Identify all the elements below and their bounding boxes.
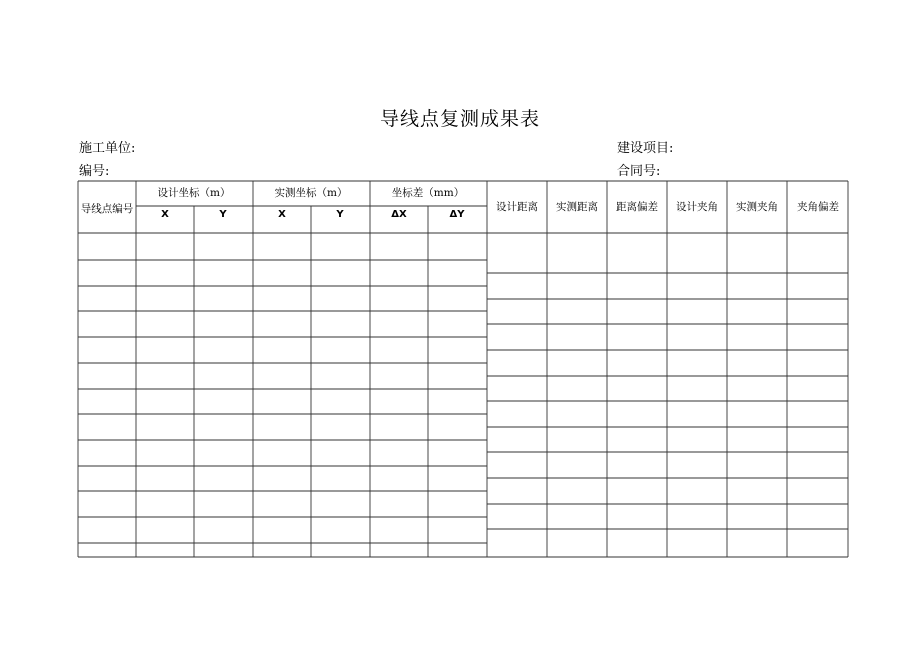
header-measured-x: X xyxy=(278,209,286,220)
header-angle-deviation: 夹角偏差 xyxy=(797,201,839,213)
header-design-coord: 设计坐标（m） xyxy=(157,187,231,199)
header-delta-y: ΔY xyxy=(449,209,465,220)
header-delta-x: ΔX xyxy=(391,209,407,220)
header-measured-coord: 实测坐标（m） xyxy=(274,187,348,199)
table-grid-lines xyxy=(78,181,848,557)
contract-no-label: 合同号: xyxy=(617,164,661,179)
header-coord-diff: 坐标差（mm） xyxy=(391,187,465,199)
project-label: 建设项目: xyxy=(617,141,674,156)
header-measured-y: Y xyxy=(336,209,344,220)
page-title: 导线点复测成果表 xyxy=(379,108,540,130)
number-label: 编号: xyxy=(79,164,110,179)
header-design-x: X xyxy=(161,209,169,220)
header-design-angle: 设计夹角 xyxy=(676,201,718,213)
header-distance-deviation: 距离偏差 xyxy=(616,201,658,213)
construction-unit-label: 施工单位: xyxy=(79,141,136,156)
header-measured-distance: 实测距离 xyxy=(556,201,598,213)
header-design-distance: 设计距离 xyxy=(496,201,538,213)
header-design-y: Y xyxy=(219,209,227,220)
header-point-no: 导线点编号 xyxy=(80,203,134,215)
header-measured-angle: 实测夹角 xyxy=(736,201,778,213)
